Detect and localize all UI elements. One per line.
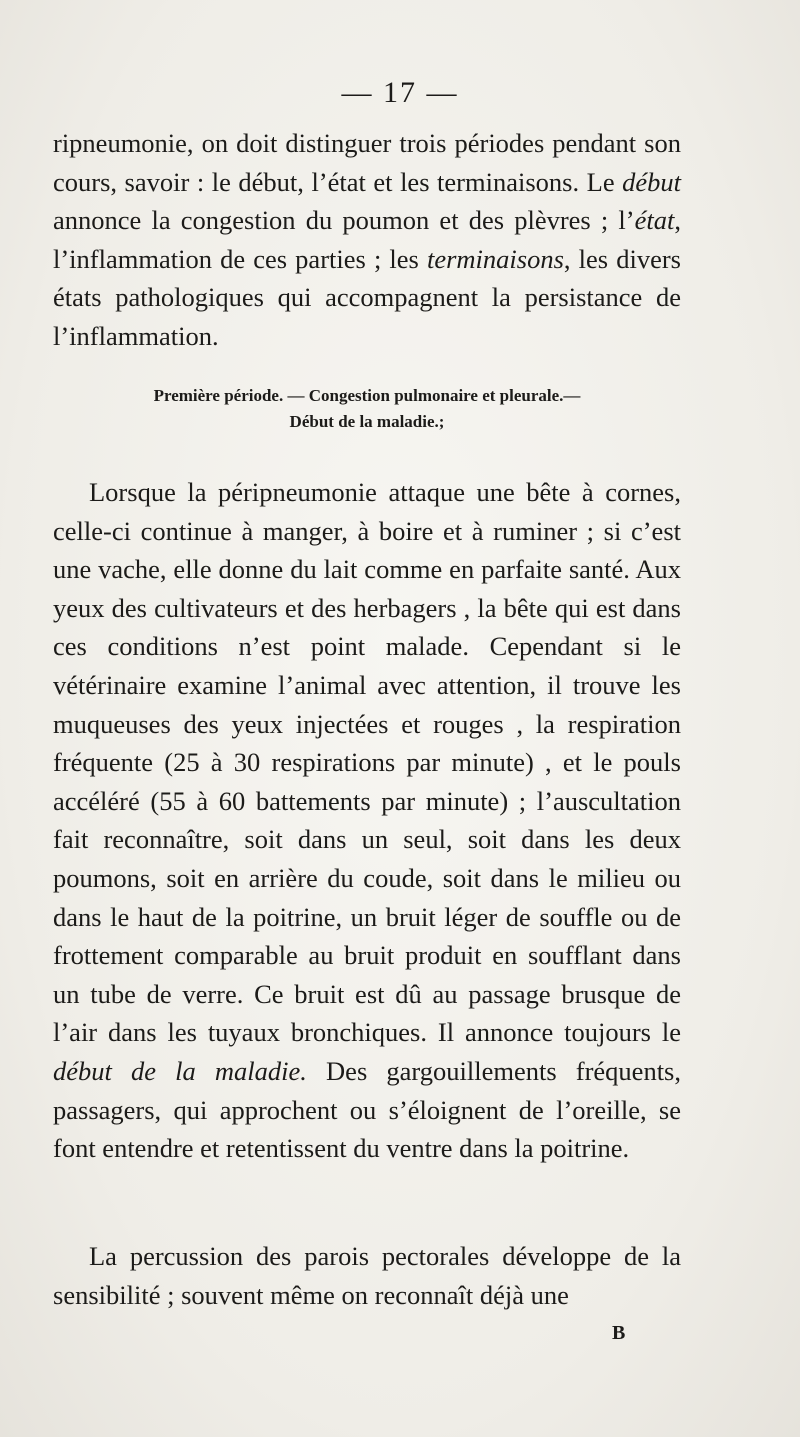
italic-term-debut-maladie: début de la maladie. [53,1055,307,1086]
text-run: Lorsque la péripneumonie attaque une bête à cornes, celle-ci continue à manger, à boire et à ruminer ; si c’est une vache, elle donne du lait comme en parfaite santé. Aux yeux des cultivateurs et des herbagers , la bête qui est dans ces conditions n’est point malade. Cependant si le vétérinaire examine l’animal avec attention, il trouve les muqueuses des yeux injectées et rouges , la respiration fréquente (25 à 30 respirations par minute) , et le pouls accéléré (55 à 60 battements par minute) ; l’auscultation fait reconnaître, soit dans un seul, soit dans les deux poumons, soit en arrière du coude, soit dans le milieu ou dans le haut de la poitrine, un bruit léger de souffle ou de frottement comparable au bruit produit en soufflant dans un tube de verre. Ce bruit est dû au passage brusque de l’air dans les tuyaux bronchiques. Il annonce toujours le [53,477,681,1048]
signature-mark: B [612,1322,626,1344]
text-run: annonce la congestion du poumon et des plèvres ; l’ [53,205,635,236]
italic-term-terminaisons: terminaisons [426,243,564,274]
text-run: ripneumonie, on doit distinguer trois périodes pendant son cours, savoir : le début, l’état et les terminaisons. Le [53,128,681,197]
section-heading-line-1: Première période. — Congestion pulmonaire et pleurale.— [153,386,581,405]
section-heading [53,383,681,435]
section-heading-line-2: Début de la maladie.; [289,412,445,431]
paragraph-percussion: La percussion des parois pectorales développe de la sensibilité ; souvent même on reconnaît déjà une [53,1241,681,1310]
paragraph-periods [53,124,681,356]
text-run: , les divers états pathologiques qui accompagnent la persistance de l’inflammation. [53,243,681,351]
text-run: Des gargouillements fréquents, passagers, qui approchent ou s’éloignent de l’oreille, se font entendre et retentissent du ventre dans la poitrine. [53,1055,681,1164]
text-run: , l’inflammation de ces parties ; les [53,205,681,274]
page-number: — 17 — [341,76,459,109]
italic-term-etat: état [634,205,675,236]
italic-term-debut: début [622,166,681,197]
paragraph-first-period [53,473,681,1168]
